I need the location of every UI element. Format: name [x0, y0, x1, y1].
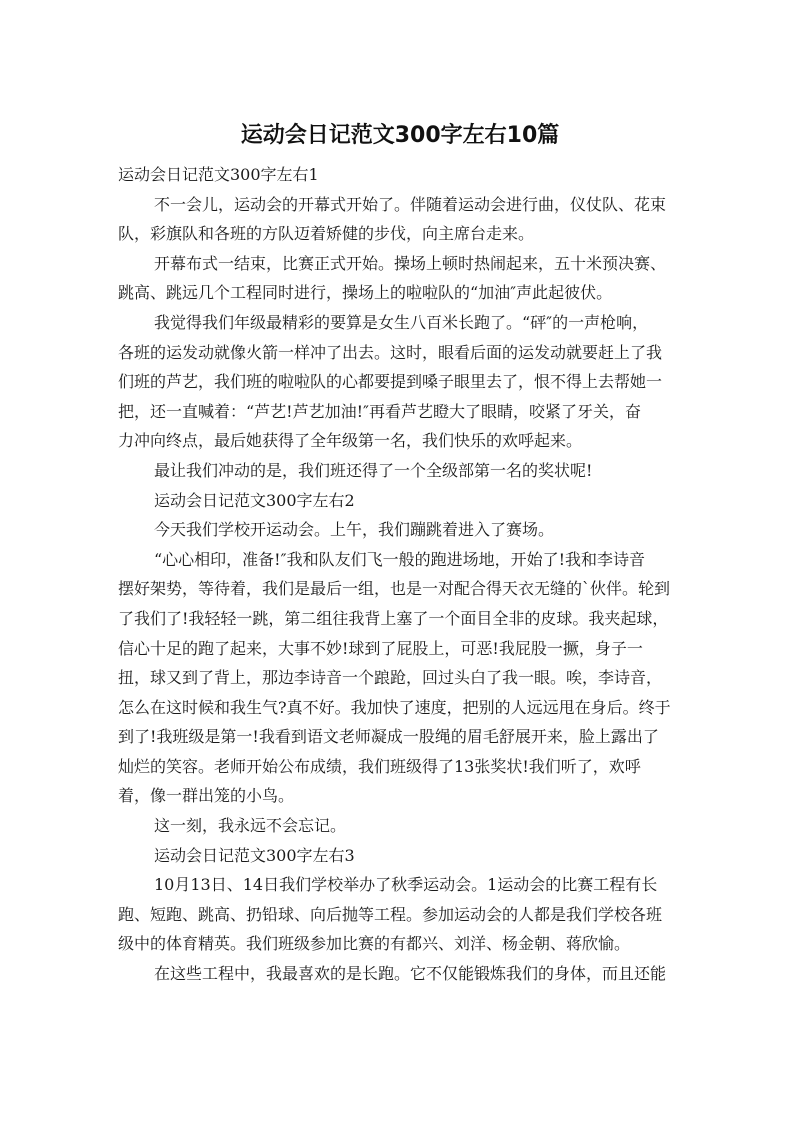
paragraph-line: 灿烂的笑容。老师开始公布成绩，我们班级得了13张奖状!我们听了，欢呼: [118, 756, 641, 776]
paragraph-line: “心心相印，准备!″我和队友们飞一般的跑进场地，开始了!我和李诗音: [154, 549, 646, 569]
paragraph-line: 们班的芦艺，我们班的啦啦队的心都要提到嗓子眼里去了，恨不得上去帮她一: [118, 372, 663, 392]
paragraph-line: 力冲向终点，最后她获得了全年级第一名，我们快乐的欢呼起来。: [118, 431, 583, 451]
paragraph: [118, 870, 680, 959]
paragraph-line: 各班的运发动就像火箭一样冲了出去。这时，眼看后面的运发动就要赶上了我: [118, 342, 663, 362]
section-heading-2: 运动会日记范文300字左右2: [154, 490, 355, 510]
document-body: [118, 160, 680, 989]
section-heading-3: 运动会日记范文300字左右3: [154, 845, 355, 865]
paragraph-line: 我觉得我们年级最精彩的要算是女生八百米长跑了。“砰″的一声枪响，: [154, 312, 649, 332]
paragraph: [118, 959, 680, 989]
paragraph: [118, 190, 680, 249]
paragraph-line: 怎么在这时候和我生气?真不好。我加快了速度，把别的人远远甩在身后。终于: [118, 697, 671, 717]
paragraph-line: 摆好架势，等待着，我们是最后一组，也是一对配合得天衣无缝的`伙伴。轮到: [118, 579, 671, 599]
paragraph-line: 不一会儿，运动会的开幕式开始了。伴随着运动会进行曲，仪仗队、花束: [154, 194, 667, 214]
document-title: 运动会日记范文300字左右10篇: [240, 123, 560, 148]
paragraph-line: 最让我们冲动的是，我们班还得了一个全级部第一名的奖状呢!: [154, 460, 593, 480]
paragraph-line: 把，还一直喊着：“芦艺!芦艺加油!″再看芦艺瞪大了眼睛，咬紧了牙关，奋: [118, 401, 642, 421]
paragraph: [118, 249, 680, 308]
paragraph: [118, 811, 680, 841]
paragraph-line: 扭，球又到了背上，那边李诗音一个踉跄，回过头白了我一眼。唉，李诗音，: [118, 668, 663, 688]
paragraph-line: 队，彩旗队和各班的方队迈着矫健的步伐，向主席台走来。: [118, 224, 535, 244]
paragraph: [118, 545, 680, 811]
paragraph: [118, 515, 680, 545]
paragraph-line: 级中的体育精英。我们班级参加比赛的有都兴、刘洋、杨金朝、蒋欣愉。: [118, 934, 631, 954]
paragraph-line: 在这些工程中，我最喜欢的是长跑。它不仅能锻炼我们的身体，而且还能: [154, 964, 667, 984]
paragraph: [118, 308, 680, 456]
paragraph-line: 信心十足的跑了起来，大事不妙!球到了屁股上，可恶!我屁股一撅，身子一: [118, 638, 643, 658]
section-heading-1: 运动会日记范文300字左右1: [118, 165, 319, 184]
paragraph-line: 跳高、跳远几个工程同时进行，操场上的啦啦队的“加油″声此起彼伏。: [118, 283, 613, 303]
paragraph: [118, 456, 680, 486]
paragraph-line: 这一刻，我永远不会忘记。: [154, 816, 347, 836]
paragraph-line: 了我们了!我轻轻一跳，第二组往我背上塞了一个面目全非的皮球。我夹起球，: [118, 608, 669, 628]
paragraph-line: 10月13日、14日我们学校举办了秋季运动会。1运动会的比赛工程有长: [154, 875, 658, 895]
paragraph-line: 着，像一群出笼的小鸟。: [118, 786, 295, 806]
paragraph-line: 跑、短跑、跳高、扔铅球、向后抛等工程。参加运动会的人都是我们学校各班: [118, 904, 663, 924]
paragraph-line: 到了!我班级是第一!我看到语文老师凝成一股绳的眉毛舒展开来，脸上露出了: [118, 727, 659, 747]
paragraph-line: 今天我们学校开运动会。上午，我们蹦跳着进入了赛场。: [154, 520, 555, 540]
paragraph-line: 开幕布式一结束，比赛正式开始。操场上顿时热闹起来，五十米预决赛、: [154, 253, 667, 273]
